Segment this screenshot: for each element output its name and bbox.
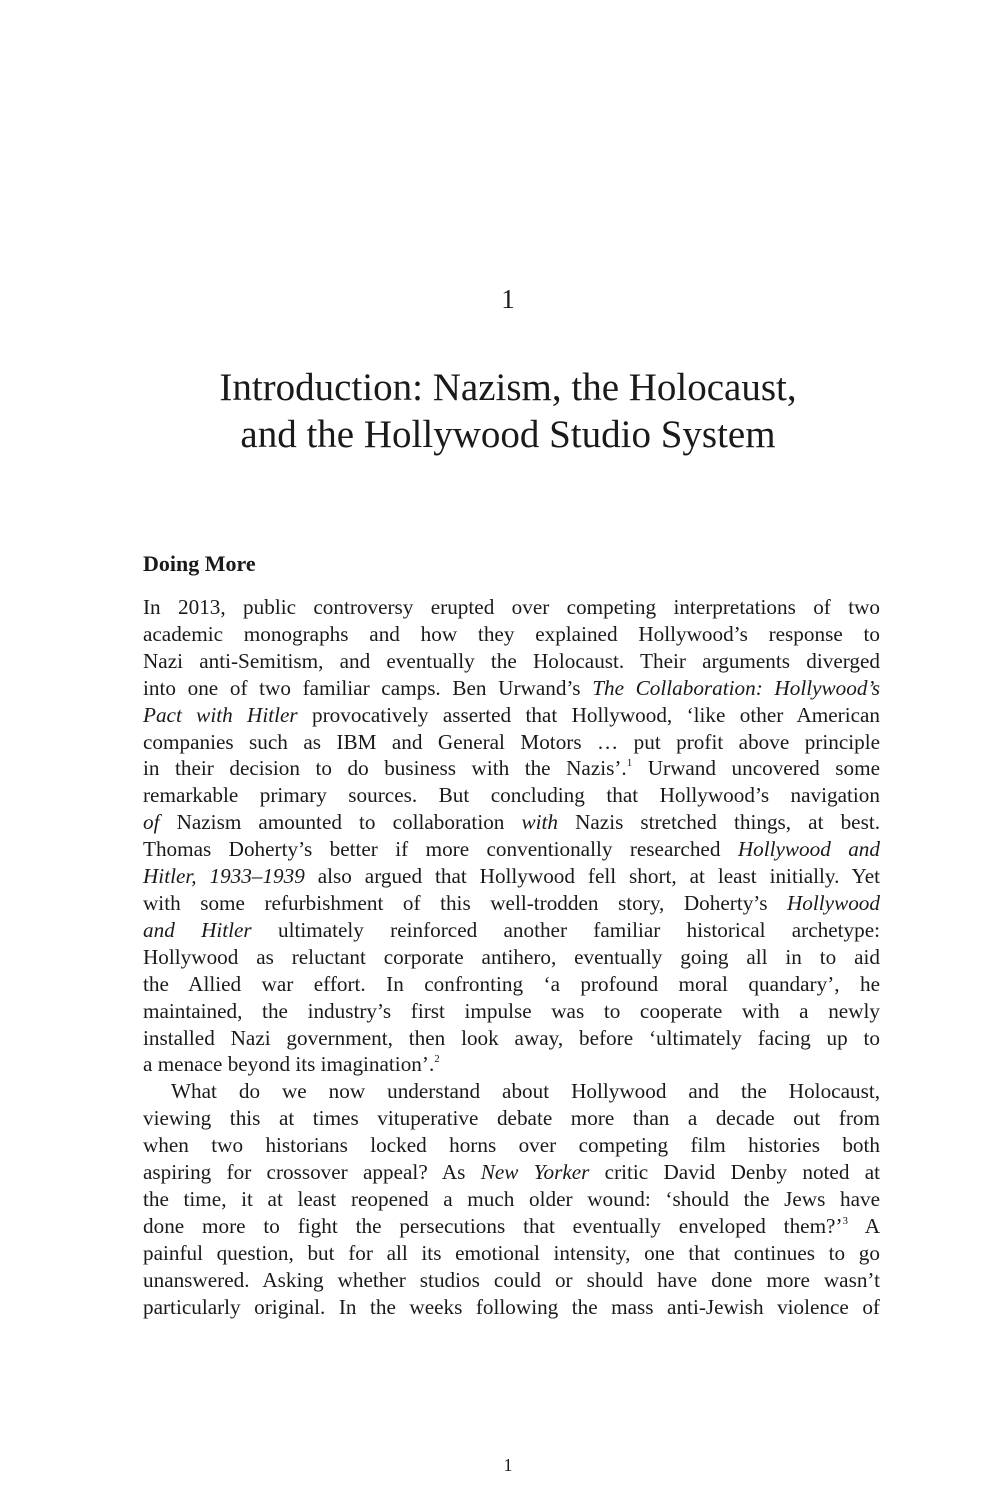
text-run: critic David Denby noted at [589, 1160, 880, 1185]
text-run: a menace beyond its imagination’. [143, 1052, 435, 1077]
text-run: when two historians locked horns over competing film histories both [143, 1133, 880, 1158]
text-line [143, 1159, 880, 1186]
text-run: also argued that Hollywood fell short, at least initially. Yet [304, 864, 881, 889]
text-run: academic monographs and how they explained Hollywood’s response to [143, 621, 880, 646]
text-run: A [848, 1213, 880, 1238]
text-run: provocatively asserted that Hollywood, ‘like other American [297, 702, 880, 727]
text-line [143, 1240, 880, 1267]
text-run: viewing this at times vituperative debate more than a decade out from [143, 1106, 880, 1131]
text-line [143, 1105, 880, 1132]
text-line [143, 917, 880, 944]
text-line [143, 621, 880, 648]
text-line [143, 648, 880, 675]
chapter-title-line-2: and the Hollywood Studio System [240, 413, 776, 456]
text-run: with some refurbishment of this well-trodden story, Doherty’s [143, 890, 787, 915]
text-run: the Allied war effort. In confronting ‘a profound moral quandary’, he [143, 971, 880, 996]
italic-title: Hitler, 1933–1939 [143, 864, 305, 889]
text-line [143, 1267, 880, 1294]
footnote-marker: 1 [626, 757, 633, 770]
text-run: aspiring for crossover appeal? As [143, 1160, 481, 1185]
text-line [143, 1025, 880, 1052]
footnote-marker: 3 [842, 1214, 849, 1227]
text-line [143, 729, 880, 756]
text-line [143, 702, 880, 729]
italic-title: The Collaboration: Hollywood’s [592, 675, 880, 700]
page-number: 1 [503, 1455, 513, 1475]
text-run: into one of two familiar camps. Ben Urwand’s [143, 675, 593, 700]
text-run: Hollywood as reluctant corporate antihero, eventually going all in to aid [143, 944, 880, 969]
text-line [143, 971, 880, 998]
text-run: Urwand uncovered some [632, 756, 880, 781]
text-line [143, 1132, 880, 1159]
section-heading: Doing More [143, 551, 256, 576]
body-text [143, 594, 880, 1320]
italic-title: and Hitler [143, 917, 252, 942]
text-run: done more to fight the persecutions that eventually enveloped them?’ [143, 1213, 843, 1238]
text-line [143, 1051, 880, 1078]
text-line [143, 863, 880, 890]
text-run: installed Nazi government, then look away, before ‘ultimately facing up to [143, 1025, 880, 1050]
text-line [143, 836, 880, 863]
text-run: In 2013, public controversy erupted over competing interpretations of two [143, 595, 880, 619]
text-line [143, 782, 880, 809]
text-run: Nazis stretched things, at best. [558, 810, 880, 835]
text-line [143, 1078, 880, 1105]
chapter-number: 1 [501, 284, 515, 314]
text-line [143, 675, 880, 702]
text-run: What do we now understand about Hollywood and the Holocaust, [171, 1079, 880, 1104]
text-line [143, 755, 880, 782]
text-run: the time, it at least reopened a much older wound: ‘should the Jews have [143, 1186, 880, 1211]
text-run: unanswered. Asking whether studios could or should have done more wasn’t [143, 1267, 880, 1292]
text-run: maintained, the industry’s first impulse was to cooperate with a newly [143, 998, 880, 1023]
chapter-title [160, 364, 856, 458]
text-line [143, 1294, 880, 1321]
text-run: painful question, but for all its emotional intensity, one that continues to go [143, 1240, 880, 1265]
text-line [143, 944, 880, 971]
italic-title: with [521, 810, 558, 835]
text-line [143, 1213, 880, 1240]
text-run: in their decision to do business with the Nazis’. [143, 756, 627, 781]
italic-title: of [143, 810, 160, 835]
chapter-title-line-1: Introduction: Nazism, the Holocaust, [219, 366, 797, 409]
italic-title: Hollywood and [737, 837, 880, 862]
text-run: particularly original. In the weeks following the mass anti-Jewish violence of [143, 1294, 880, 1319]
text-run: ultimately reinforced another familiar historical archetype: [251, 917, 880, 942]
footnote-marker: 2 [434, 1053, 440, 1066]
italic-title: New Yorker [480, 1160, 590, 1185]
text-run: remarkable primary sources. But concluding that Hollywood’s navigation [143, 783, 880, 808]
text-line [143, 890, 880, 917]
text-line [143, 1186, 880, 1213]
text-run: Nazi anti-Semitism, and eventually the Holocaust. Their arguments diverged [143, 648, 880, 673]
text-line [143, 594, 880, 621]
text-run: Nazism amounted to collaboration [159, 810, 522, 835]
text-line [143, 998, 880, 1025]
text-run: companies such as IBM and General Motors … put profit above principle [143, 729, 880, 754]
text-run: Thomas Doherty’s better if more conventionally researched [143, 837, 738, 862]
italic-title: Hollywood [787, 890, 880, 915]
text-line [143, 809, 880, 836]
italic-title: Pact with Hitler [143, 702, 298, 727]
